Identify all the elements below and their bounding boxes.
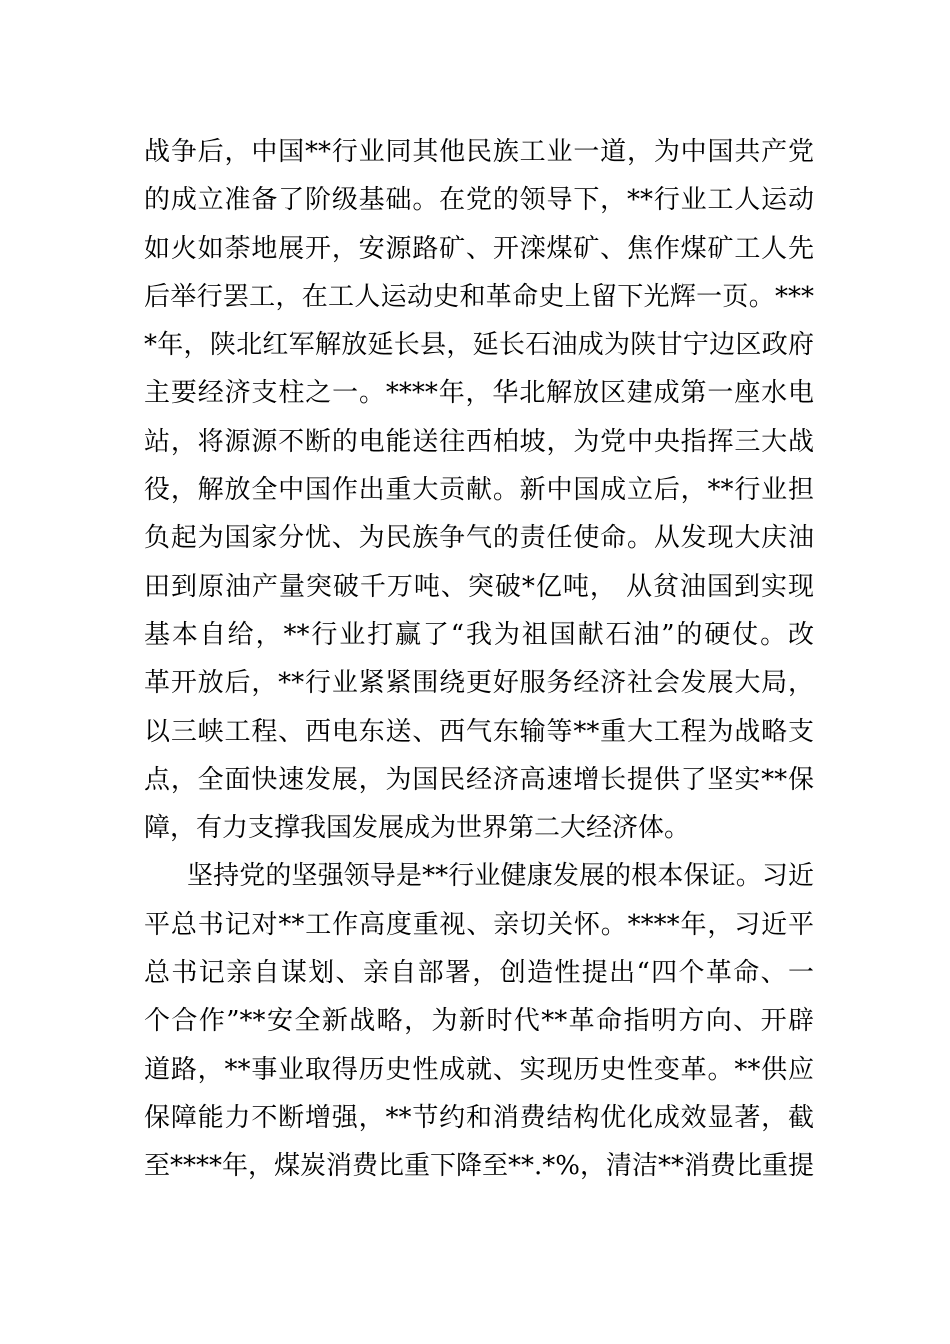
- text-line-21: 保障能力不断增强，**节约和消费结构优化成效显著，截: [144, 1102, 814, 1133]
- text-line-22: 至****年，煤炭消费比重下降至**.*%，清洁**消费比重提: [144, 1151, 814, 1182]
- text-line-8: 役，解放全中国作出重大贡献。新中国成立后，**行业担: [144, 475, 814, 506]
- text-line-19: 个合作”**安全新战略，为新时代**革命指明方向、开辟: [144, 1006, 814, 1037]
- text-line-14: 点，全面快速发展，为国民经济高速增长提供了坚实**保: [144, 764, 814, 795]
- text-line-6: 主要经济支柱之一。****年，华北解放区建成第一座水电: [144, 378, 814, 409]
- text-line-13: 以三峡工程、西电东送、西气东输等**重大工程为战略支: [144, 716, 814, 747]
- body-text: [144, 128, 814, 1191]
- text-line-4: 后举行罢工，在工人运动史和革命史上留下光辉一页。***: [144, 281, 814, 312]
- text-line-5: *年，陕北红军解放延长县，延长石油成为陕甘宁边区政府: [144, 330, 814, 361]
- text-line-18: 总书记亲自谋划、亲自部署，创造性提出“四个革命、一: [144, 958, 814, 989]
- paragraph-start-line: 坚持党的坚强领导是**行业健康发展的根本保证。习近: [187, 861, 814, 892]
- text-line-11: 基本自给，**行业打赢了“我为祖国献石油”的硬仗。改: [144, 619, 814, 650]
- text-line-1: 战争后，中国**行业同其他民族工业一道，为中国共产党: [144, 137, 814, 167]
- text-line-10: 田到原油产量突破千万吨、突破*亿吨， 从贫油国到实现: [144, 571, 814, 602]
- text-line-9: 负起为国家分忧、为民族争气的责任使命。从发现大庆油: [144, 523, 814, 554]
- text-line-7: 站，将源源不断的电能送往西柏坡，为党中央指挥三大战: [144, 426, 814, 457]
- text-line-2: 的成立准备了阶级基础。在党的领导下，**行业工人运动: [144, 185, 814, 216]
- text-line-17: 平总书记对**工作高度重视、亲切关怀。****年，习近平: [144, 909, 814, 940]
- text-line-20: 道路，**事业取得历史性成就、实现历史性变革。**供应: [144, 1054, 814, 1085]
- text-line-3: 如火如荼地展开，安源路矿、开滦煤矿、焦作煤矿工人先: [144, 233, 814, 264]
- text-line-12: 革开放后，**行业紧紧围绕更好服务经济社会发展大局，: [144, 668, 814, 699]
- text-line-15: 障，有力支撑我国发展成为世界第二大经济体。: [144, 813, 691, 844]
